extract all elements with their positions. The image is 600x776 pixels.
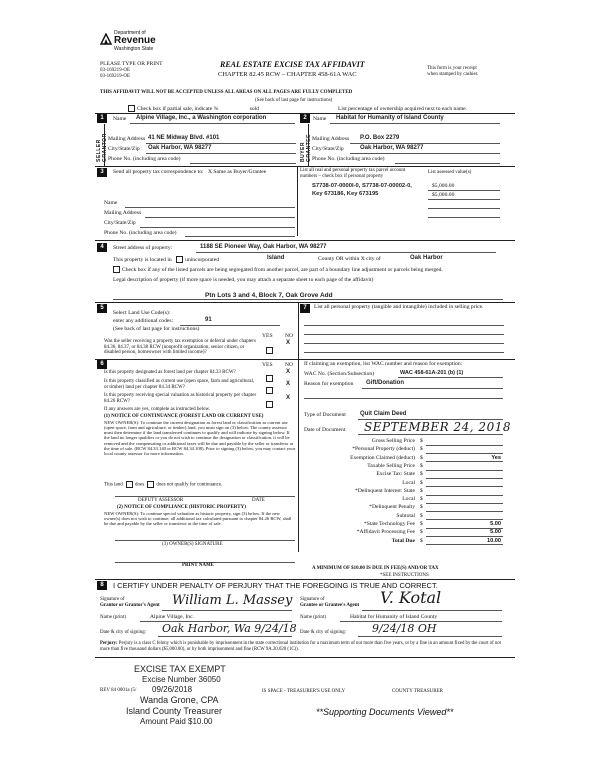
tax-row-label: Exemption Claimed (deduct) xyxy=(350,454,415,461)
logo-mark-icon xyxy=(100,32,112,44)
seller-name-label: Name xyxy=(113,116,127,122)
see-instructions-note: *SEE INSTRUCTIONS xyxy=(380,573,429,578)
tax-row-label: Local xyxy=(402,496,415,503)
ownership-label: List percentage of ownership acquired next to each name. xyxy=(338,106,468,112)
tax-row-currency: $ xyxy=(420,446,423,453)
does-checkbox[interactable] xyxy=(126,481,133,488)
q-current-answer[interactable]: X xyxy=(286,381,291,387)
doc-type-label: Type of Document xyxy=(304,412,346,418)
buyer-phone-label: Phone No. (including area code) xyxy=(312,156,385,162)
county-treasurer-label: COUNTY TREASURER xyxy=(392,689,443,694)
buyer-city-value[interactable]: Oak Harbor, WA 98277 xyxy=(360,145,424,151)
grantee-sig-label-1: Signature of xyxy=(300,597,325,602)
tax-row-label: Taxable Selling Price xyxy=(367,462,415,469)
tax-row-currency: $ xyxy=(420,512,423,519)
s3-name-label: Name xyxy=(104,200,118,206)
tax-row xyxy=(300,471,505,479)
tax-row xyxy=(300,513,505,521)
deputy-date-label: DATE xyxy=(252,498,265,503)
q-historic-yes-box[interactable] xyxy=(266,395,275,413)
buyer-mailing-value[interactable]: P.O. Box 2279 xyxy=(360,135,400,141)
tax-row xyxy=(300,480,505,488)
q-historic: Is this property receiving special valuation as historical property per chapter 84.26 RCW? xyxy=(104,393,257,404)
tax-row-currency: $ xyxy=(420,537,423,544)
grantee-sig-label-2: Grantee or Grantee's Agent xyxy=(300,603,360,608)
receipt-note-2: when stamped by cashier. xyxy=(427,72,479,77)
rev-form-number: REV 84 0001a (5/ xyxy=(100,688,137,693)
owner-signature-label: (3) OWNER(S) SIGNATURE xyxy=(162,542,223,547)
grantee-name-value[interactable]: Habitat for Humanity of Island County xyxy=(350,614,438,620)
additional-codes-value[interactable]: 91 xyxy=(205,317,212,323)
tax-row-line xyxy=(426,544,503,545)
tax-row-label: Gross Selling Price xyxy=(371,438,415,444)
city-value[interactable]: Oak Harbor xyxy=(410,255,443,261)
county-or-city-label: County OR within X city of xyxy=(318,256,381,262)
grantor-signature[interactable]: William L. Massey xyxy=(172,593,293,608)
s6-yes-header: YES xyxy=(262,362,273,368)
tax-row-currency: $ xyxy=(420,438,423,444)
tax-row xyxy=(300,504,505,512)
tax-row-label: Subtotal xyxy=(396,512,415,519)
seller-name-value[interactable]: Alpine Village, Inc., a Washington corporation xyxy=(136,115,267,121)
grantor-name-value[interactable]: Alpine Village, Inc. xyxy=(150,614,194,620)
tax-row-label: *State Technology Fee xyxy=(363,521,415,527)
tax-row-label: *Delinquent Penalty xyxy=(369,504,415,511)
print-name-label: PRINT NAME xyxy=(182,563,214,568)
personal-property-label: List all personal property (tangible and intangible) included in selling price. xyxy=(314,304,484,310)
seller-phone-label: Phone No. (including area code) xyxy=(108,156,181,162)
dept-line1: Department of xyxy=(114,30,146,36)
q-forest: Is this property designated as forest land per chapter 84.33 RCW? xyxy=(104,370,236,375)
stamp-line2: Excise Number 36050 xyxy=(142,675,221,684)
land-use-label: Select Land Use Code(s): xyxy=(113,310,171,316)
form-number-1: 03-169219-OE xyxy=(100,68,130,73)
historic-title: (2) NOTICE OF COMPLIANCE (HISTORIC PROPERTY) xyxy=(117,505,246,510)
sold-label: sold xyxy=(249,105,259,112)
additional-codes-label: enter any additional codes: xyxy=(113,318,174,324)
buyer-side-label: BUYER GRANTEE xyxy=(300,134,312,162)
tax-calculation-table xyxy=(300,438,505,546)
s5-no-header: NO xyxy=(285,333,294,339)
s3-mailing-label: Mailing Address xyxy=(104,210,142,216)
tax-row xyxy=(300,455,505,463)
grantee-name-label: Name (print) xyxy=(300,615,326,620)
tax-row-label: Total Due xyxy=(391,537,415,544)
tax-row-currency: $ xyxy=(420,479,423,486)
section-8-number: 8 xyxy=(97,581,107,590)
q-historic-answer[interactable]: X xyxy=(286,395,291,401)
continuance-title: (1) NOTICE OF CONTINUANCE (FOREST LAND OR CURRENT USE) xyxy=(104,414,264,419)
q-exemption-yes-box[interactable] xyxy=(266,341,275,359)
section-3-number: 3 xyxy=(97,168,107,177)
tax-row-currency: $ xyxy=(420,462,423,469)
grantor-sig-label-1: Signature of xyxy=(100,597,125,602)
section-6-number: 6 xyxy=(97,360,107,369)
stamp-line1: EXCISE TAX EXEMPT xyxy=(134,664,226,674)
tax-row-label: Local xyxy=(402,479,415,486)
s3-phone-label: Phone No. (including area code) xyxy=(104,230,177,236)
seller-mailing-value[interactable]: 41 NE Midway Blvd. #101 xyxy=(148,135,220,141)
section-5-number: 5 xyxy=(97,304,107,313)
s3-city-label: City/State/Zip xyxy=(104,220,136,226)
perjury-text: Perjury is a class C felony which is punishable by imprisonment in the state correctional institution for a maximum term of not more than five years, or by a fine in an amount fixed by the court of not more than five thousand dollars ($5,000.00), or by both imprisonment and fine (RCW 9A.20.020 (1C)). xyxy=(100,641,501,652)
certify-statement: I CERTIFY UNDER PENALTY OF PERJURY THAT THE FOREGOING IS TRUE AND CORRECT. xyxy=(113,581,438,590)
tax-row-label: *Personal Property (deduct) xyxy=(352,446,415,453)
street-value[interactable]: 1188 SE Pioneer Way, Oak Harbor, WA 98277 xyxy=(200,244,327,250)
tax-row xyxy=(300,538,505,546)
this-land-label: This land xyxy=(104,482,123,488)
land-qualify-row xyxy=(104,481,222,488)
tax-row-currency: $ xyxy=(420,496,423,503)
does-not-checkbox[interactable] xyxy=(147,481,154,488)
doc-type-value[interactable]: Quit Claim Deed xyxy=(360,411,407,417)
dept-line3: Washington State xyxy=(114,46,154,52)
historic-text: NEW OWNER(S): To continue special valuation as historic property, sign (3) below. If the new owner(s) does not wish to continue, all additional tax calculated pursuant to chapter 84.26 RCW, shall be due and payable by the seller or transferor at the time of sale. xyxy=(104,511,292,527)
continuance-text: NEW OWNER(S): To continue the current designation as forest land or classification as current use (open space, farm and agriculture, or timber) land, you must sign on (3) below. The county assessor must then determine if the land transferred continues to qualify and will indicate by signing below. If the land no longer qualifies or you do not wish to continue the designation or classification, it will be removed and the compensating or additional taxes will be due and payable by the seller or transferor at the time of sale. (RCW 84.33.140 or RCW 84.34.108). Prior to signing (3) below, you may contact your local county assessor for more information. xyxy=(104,420,296,456)
stamp-line5: Island County Treasurer xyxy=(126,706,223,716)
form-number-2: 03-169219-OE xyxy=(100,74,130,79)
tax-row-value[interactable]: 10.00 xyxy=(487,537,501,544)
receipt-note-1: This form is your receipt xyxy=(427,66,477,71)
section-2-number: 2 xyxy=(300,114,310,123)
does-label: does xyxy=(135,482,145,488)
parcel-header: List all real and personal property tax parcel account numbers – check box if personal property xyxy=(300,168,406,179)
partial-sale-label: Check box if partial sale, indicate % xyxy=(137,105,219,112)
tax-row-currency: $ xyxy=(420,529,423,536)
grantor-date-value[interactable]: Oak Harbor, Wa 9/24/18 xyxy=(162,622,297,635)
q-current-use: Is this property classified as current use (open space, farm and agricultural, or timber) land per chapter 84.34 RCW? xyxy=(104,379,255,390)
tax-row xyxy=(300,488,505,496)
section-4-number: 4 xyxy=(97,243,107,252)
tax-row-label: *Delinquent Interest: State xyxy=(355,487,415,494)
if-any-yes-note: If any answers are yes, complete as instructed below. xyxy=(104,407,211,412)
reason-value[interactable]: Gift/Donation xyxy=(366,380,404,386)
print-note: PLEASE TYPE OR PRINT xyxy=(100,61,163,67)
deputy-assessor-label: DEPUTY ASSESSOR xyxy=(138,498,184,503)
grantor-sig-label-2: Grantor or Grantor's Agent xyxy=(100,603,160,608)
segregated-checkbox[interactable] xyxy=(113,266,120,273)
perjury-label: Perjury: xyxy=(100,641,118,646)
unincorporated-label: unincorporated xyxy=(185,256,220,263)
stamp-line4: Wanda Grone, CPA xyxy=(140,695,219,705)
parcel-numbers[interactable]: S7738-07-0000I-0, S7738-07-00002-0, Key 673186, Key 673195 xyxy=(312,183,412,197)
partial-sale-row xyxy=(128,105,259,112)
segregated-row xyxy=(113,266,513,273)
located-label: This property is located in xyxy=(113,256,172,263)
see-back-note: (See back of last page for instructions) xyxy=(255,98,333,103)
send-label: Send all property tax correspondence to: xyxy=(113,169,204,175)
tax-row xyxy=(300,463,505,471)
tax-row-currency: $ xyxy=(420,454,423,461)
buyer-name-label: Name xyxy=(313,116,327,122)
partial-sale-checkbox[interactable] xyxy=(128,105,135,112)
doc-date-value[interactable]: SEPTEMBER 24, 2018 xyxy=(364,420,511,434)
tax-row xyxy=(300,529,505,537)
stamp-line6: Amount Paid $10.00 xyxy=(140,717,213,726)
q-exemption-answer[interactable]: X xyxy=(286,340,291,346)
wac-label: WAC No. (Section/Subsection) xyxy=(304,371,375,377)
grantor-date-label: Date & city of signing: xyxy=(100,630,147,635)
s5-yes-header: YES xyxy=(262,333,273,339)
s5-see-back: (See back of last page for instructions) xyxy=(113,326,200,332)
seller-city-label: City/State/Zip xyxy=(108,146,140,152)
reason-label: Reason for exemption xyxy=(304,381,354,387)
dor-logo xyxy=(100,30,158,52)
dept-line2: Revenue xyxy=(114,35,156,46)
same-as-buyer-option[interactable]: X Same as Buyer/Grantee xyxy=(207,169,267,175)
grantor-name-label: Name (print) xyxy=(100,615,126,620)
grantee-date-value[interactable]: 9/24/18 OH xyxy=(372,622,437,635)
stamp-line3: 09/26/2018 xyxy=(152,685,193,694)
buyer-name-value[interactable]: Habitat for Humanity of Island County xyxy=(336,115,444,121)
treasurer-space-note: IS SPACE - TREASURER'S USE ONLY xyxy=(262,689,346,694)
wac-value[interactable]: WAC 458-61A-201 (b) (1) xyxy=(400,370,464,376)
seller-city-value[interactable]: Oak Harbor, WA 98277 xyxy=(148,145,212,151)
does-not-label: does not qualify for continuance. xyxy=(156,482,223,488)
seller-mailing-label: Mailing Address xyxy=(108,136,146,142)
form-title: REAL ESTATE EXCISE TAX AFFIDAVIT xyxy=(220,60,365,69)
tax-row-value[interactable]: 5.00 xyxy=(490,521,501,527)
assessed-value-1[interactable]: $5,000.00 xyxy=(432,183,455,189)
tax-row-value[interactable]: 5.00 xyxy=(490,529,501,536)
grantee-signature[interactable]: V. Kotal xyxy=(380,588,442,607)
perjury-notice xyxy=(100,641,508,653)
assessed-value-2[interactable]: $5,000.00 xyxy=(432,192,455,198)
q-exemption: Was the seller receiving a property tax exemption or deferral under chapters 84.36, 84.37, or 84.38 RCW (nonprofit organization, senior citizen, or disabled person, homeowner with limited income)? xyxy=(104,339,256,355)
send-correspondence-label xyxy=(113,169,266,175)
doc-date-label: Date of Document xyxy=(304,427,346,433)
legal-desc-value[interactable]: Ptn Lots 3 and 4, Block 7, Oak Grove Add xyxy=(205,292,333,299)
legal-desc-label: Legal description of property (if more space is needed, you may attach a separate sheet to each page of the affidavit) xyxy=(113,277,374,283)
street-label: Street address of property: xyxy=(113,245,173,251)
tax-row-currency: $ xyxy=(420,487,423,494)
tax-row-currency: $ xyxy=(420,504,423,511)
minimum-due-note: A MINIMUM OF $10.00 IS DUE IN FEE(S) AND/OR TAX xyxy=(312,566,439,571)
section-7-number: 7 xyxy=(300,304,310,313)
assessed-value-header: List assessed value(s) xyxy=(428,170,472,175)
form-subtitle: CHAPTER 82.45 RCW – CHAPTER 458-61A WAC xyxy=(218,71,357,78)
tax-row-currency: $ xyxy=(420,471,423,478)
buyer-city-label: City/State/Zip xyxy=(312,146,344,152)
seller-side-label: SELLER GRANTOR xyxy=(96,133,108,162)
county-value[interactable]: Island xyxy=(267,255,285,261)
buyer-mailing-label: Mailing Address xyxy=(312,136,350,142)
warning-text: THIS AFFIDAVIT WILL NOT BE ACCEPTED UNLESS ALL AREAS ON ALL PAGES ARE FULLY COMPLETED xyxy=(100,90,353,95)
supporting-docs-note: **Supporting Documents Viewed** xyxy=(316,707,454,717)
claim-exemption-label: If claiming an exemption, list WAC number and reason for exemption: xyxy=(304,361,463,367)
tax-row-label: *Affidavit Processing Fee xyxy=(356,529,415,536)
grantee-date-label: Date & city of signing: xyxy=(300,630,347,635)
tax-row-value[interactable]: Yes xyxy=(491,454,501,461)
tax-row xyxy=(300,496,505,504)
s6-no-header: NO xyxy=(285,362,294,368)
tax-row-currency: $ xyxy=(420,521,423,527)
unincorporated-checkbox[interactable] xyxy=(176,256,183,263)
section-1-number: 1 xyxy=(97,114,107,123)
tax-row-label: Excise Tax: State xyxy=(376,471,415,478)
segregated-note: Check box if any of the listed parcels are being segregated from another parcel, are part of a boundary line adjustment or parcels being merged. xyxy=(122,266,443,273)
tax-row xyxy=(300,446,505,454)
q-forest-answer[interactable]: X xyxy=(286,369,291,375)
located-row xyxy=(113,256,219,263)
